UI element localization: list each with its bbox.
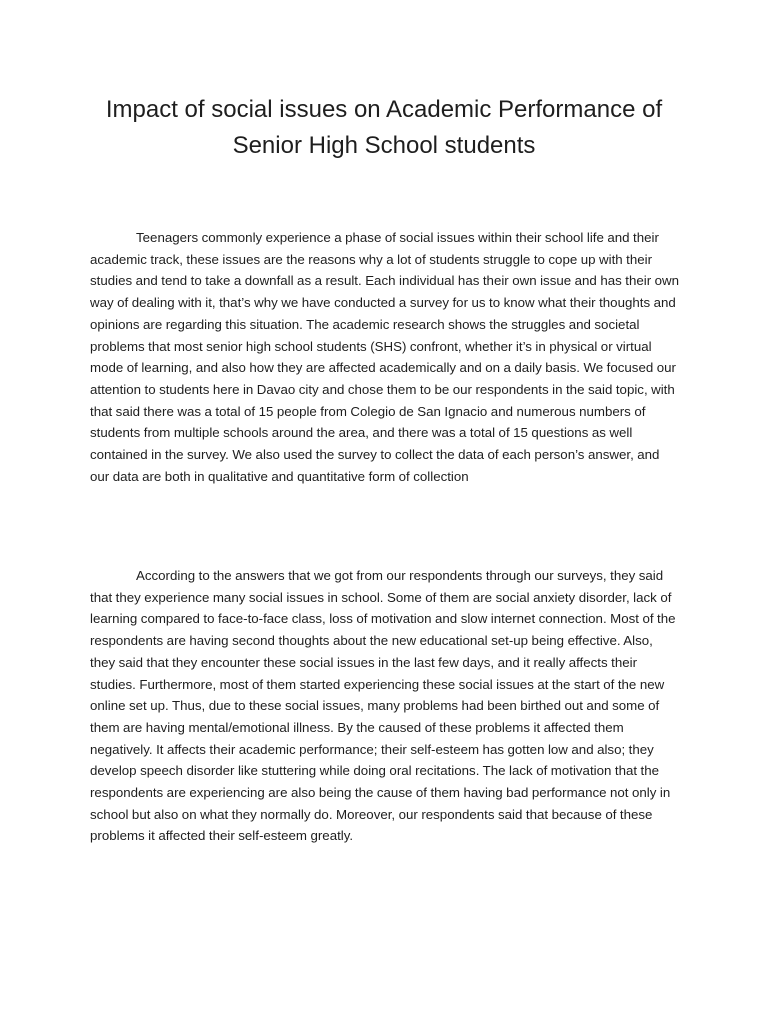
body-paragraph-1: Teenagers commonly experience a phase of social issues within their school life and their academic track, these issues are the reasons why a lot of students struggle to cope up with their studies and tend to take a downfall as a result. Each individual has their own issue and has their own way of dealing with it, that’s why we have conducted a survey for us to know what their thoughts and opinions are regarding this situation. The academic research shows the struggles and societal problems that most senior high school students (SHS) confront, whether it’s in physical or virtual mode of learning, and also how they are affected academically and on a daily basis. We focused our attention to students here in Davao city and chose them to be our respondents in the said topic, with that said there was a total of 15 people from Colegio de San Ignacio and numerous numbers of students from multiple schools around the area, and there was a total of 15 questions as well contained in the survey. We also used the survey to collect the data of each person’s answer, and our data are both in qualitative and quantitative form of collection [90,230,680,484]
body-paragraph-2: According to the answers that we got from our respondents through our surveys, they said that they experience many social issues in school. Some of them are social anxiety disorder, lack of learning compared to face-to-face class, loss of motivation and slow internet connection. Most of the respondents are having second thoughts about the new educational set-up being effective. Also, they said that they encounter these social issues in the last few days, and it really affects their studies. Furthermore, most of them started experiencing these social issues at the start of the new online set up. Thus, due to these social issues, many problems had been birthed out and some of them are having mental/emotional illness. By the caused of these problems it affected them negatively. It affects their academic performance; their self-esteem has gotten low and also; they develop speech disorder like stuttering while doing oral recitations. The lack of motivation that the respondents are experiencing are also being the cause of them having bad performance not only in school but also on what they normally do. Moreover, our respondents said that because of these problems it affected their self-esteem greatly. [90,568,676,844]
document-title [60,92,708,164]
document-title-line-1: Impact of social issues on Academic Performance of [105,96,663,123]
document-title-line-2: Senior High School students [232,132,536,159]
